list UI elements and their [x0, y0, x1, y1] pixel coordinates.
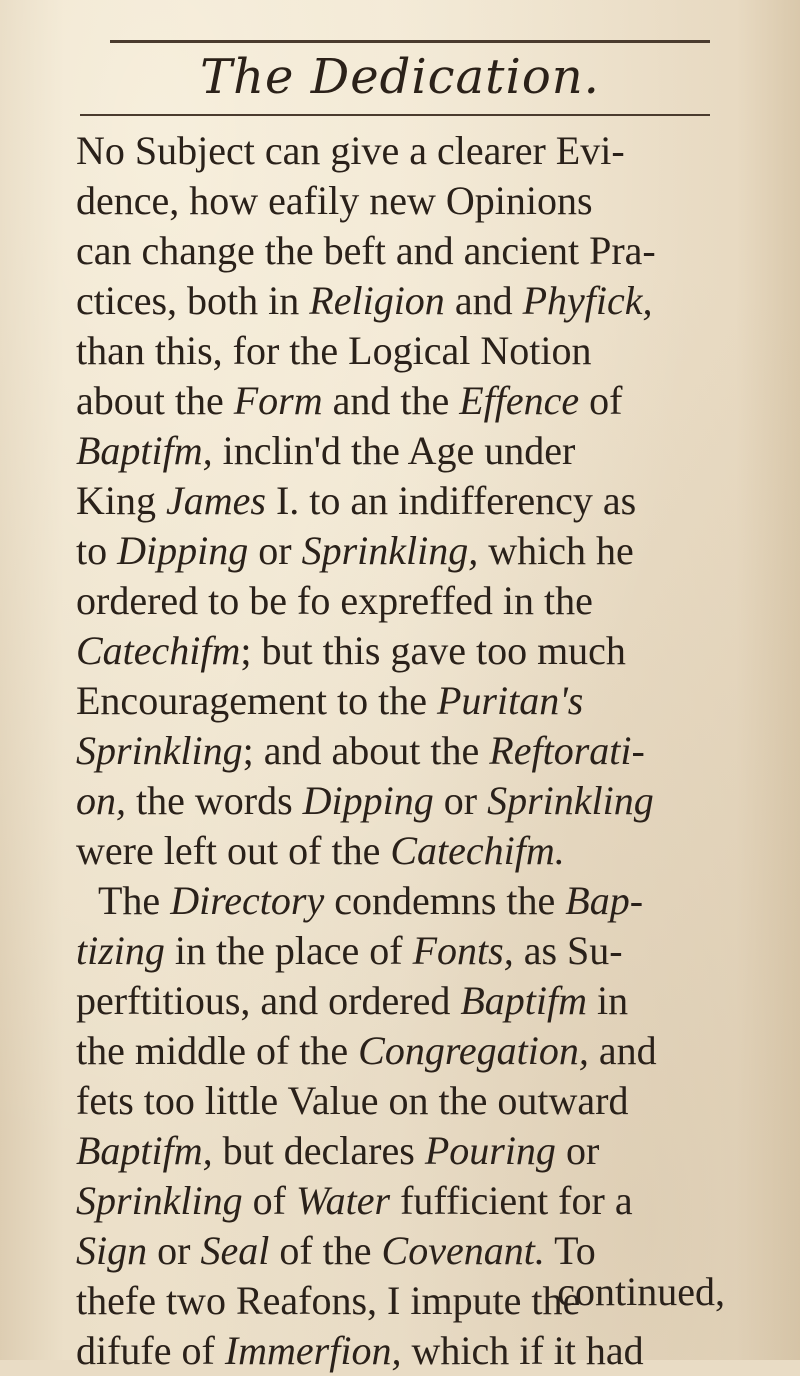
- text-phrase: which he: [478, 528, 634, 573]
- italic-phrase: tizing: [76, 928, 165, 973]
- text-line: [76, 976, 726, 1026]
- italic-phrase: Sign: [76, 1228, 148, 1273]
- text-phrase: I. to an indifferency as: [265, 478, 637, 523]
- italic-phrase: Covenant.: [381, 1228, 545, 1273]
- italic-phrase: Baptifm: [460, 978, 587, 1023]
- text-phrase: The: [98, 878, 171, 923]
- text-line: [76, 1126, 726, 1176]
- italic-phrase: Phyfick,: [522, 278, 653, 323]
- italic-phrase: Effence: [459, 378, 580, 423]
- text-phrase: ; and about the: [242, 728, 490, 773]
- italic-phrase: Sprinkling,: [301, 528, 479, 573]
- header-rule-top: [110, 40, 710, 43]
- text-phrase: than this, for the Logical Notion: [76, 328, 592, 373]
- italic-phrase: Reftorati-: [489, 728, 645, 773]
- text-line: [76, 676, 726, 726]
- italic-phrase: Baptifm,: [76, 1128, 213, 1173]
- text-phrase: about the: [76, 378, 234, 423]
- text-phrase: in: [587, 978, 629, 1023]
- italic-phrase: Puritan's: [436, 678, 584, 723]
- text-line: [76, 1076, 726, 1126]
- italic-phrase: Form: [233, 378, 323, 423]
- text-phrase: ; but this gave too much: [240, 628, 626, 673]
- italic-phrase: Baptifm,: [76, 428, 213, 473]
- text-phrase: fets too little Value on the outward: [76, 1078, 629, 1123]
- text-phrase: dence, how eafily new Opinions: [76, 178, 593, 223]
- italic-phrase: Immerfion,: [224, 1328, 402, 1373]
- text-line: [76, 126, 726, 176]
- italic-phrase: Directory: [170, 878, 325, 923]
- text-phrase: No Subject can give a clearer Evi-: [76, 128, 625, 173]
- text-line: [76, 376, 726, 426]
- text-line: [76, 326, 726, 376]
- text-line: [76, 576, 726, 626]
- text-phrase: or: [555, 1128, 600, 1173]
- text-phrase: To: [544, 1228, 596, 1273]
- text-phrase: King: [76, 478, 166, 523]
- text-phrase: difufe of: [76, 1328, 225, 1373]
- italic-phrase: Catechifm: [76, 628, 241, 673]
- text-line: [76, 726, 726, 776]
- text-phrase: or: [248, 528, 302, 573]
- italic-phrase: Bap-: [565, 878, 644, 923]
- text-phrase: perftitious, and ordered: [76, 978, 461, 1023]
- italic-phrase: Water: [296, 1178, 391, 1223]
- italic-phrase: on,: [76, 778, 126, 823]
- text-line: [76, 626, 726, 676]
- header-rule-bottom: [80, 114, 710, 116]
- italic-phrase: James: [166, 478, 266, 523]
- text-line: [76, 426, 726, 476]
- text-phrase: fufficient for a: [390, 1178, 633, 1223]
- text-line: [76, 176, 726, 226]
- text-phrase: ctices, both in: [76, 278, 310, 323]
- italic-phrase: Catechifm.: [390, 828, 565, 873]
- text-line: [76, 776, 726, 826]
- text-line: [76, 1026, 726, 1076]
- text-phrase: or: [147, 1228, 201, 1273]
- italic-phrase: Fonts,: [412, 928, 514, 973]
- italic-phrase: Sprinkling: [76, 1178, 243, 1223]
- text-line: [76, 826, 726, 876]
- text-phrase: of: [579, 378, 623, 423]
- text-line: [76, 476, 726, 526]
- text-phrase: condemns the: [324, 878, 566, 923]
- text-line: [76, 226, 726, 276]
- text-phrase: but declares: [212, 1128, 425, 1173]
- text-phrase: to: [76, 528, 118, 573]
- text-line: [76, 276, 726, 326]
- text-phrase: or: [433, 778, 488, 823]
- text-line: [76, 926, 726, 976]
- text-line: [76, 526, 726, 576]
- text-phrase: can change the beft and ancient Pra-: [76, 228, 656, 273]
- italic-phrase: Congregation,: [358, 1028, 589, 1073]
- text-phrase: and: [444, 278, 523, 323]
- text-line: [76, 1176, 726, 1226]
- text-line: [76, 1326, 726, 1376]
- text-phrase: which if it had: [401, 1328, 644, 1373]
- italic-phrase: Dipping: [117, 528, 249, 573]
- body-text: [76, 126, 726, 1376]
- text-line: [76, 876, 726, 926]
- catchword: continued,: [557, 1269, 725, 1314]
- italic-phrase: Religion: [309, 278, 445, 323]
- italic-phrase: Dipping: [302, 778, 434, 823]
- italic-phrase: Pouring: [424, 1128, 556, 1173]
- running-head: The Dedication.: [200, 49, 600, 105]
- text-phrase: thefe two Reafons, I impute the: [76, 1278, 581, 1323]
- text-phrase: the middle of the: [76, 1028, 359, 1073]
- text-phrase: Encouragement to the: [76, 678, 437, 723]
- text-phrase: in the place of: [164, 928, 413, 973]
- text-phrase: of the: [269, 1228, 382, 1273]
- text-phrase: were left out of the: [76, 828, 391, 873]
- text-phrase: the words: [126, 778, 303, 823]
- text-phrase: inclin'd the Age under: [212, 428, 576, 473]
- text-phrase: of: [242, 1178, 296, 1223]
- text-phrase: and: [588, 1028, 657, 1073]
- text-phrase: and the: [322, 378, 460, 423]
- italic-phrase: Seal: [200, 1228, 270, 1273]
- italic-phrase: Sprinkling: [76, 728, 243, 773]
- italic-phrase: Sprinkling: [487, 778, 654, 823]
- text-phrase: as Su-: [513, 928, 623, 973]
- text-phrase: ordered to be fo expreffed in the: [76, 578, 593, 623]
